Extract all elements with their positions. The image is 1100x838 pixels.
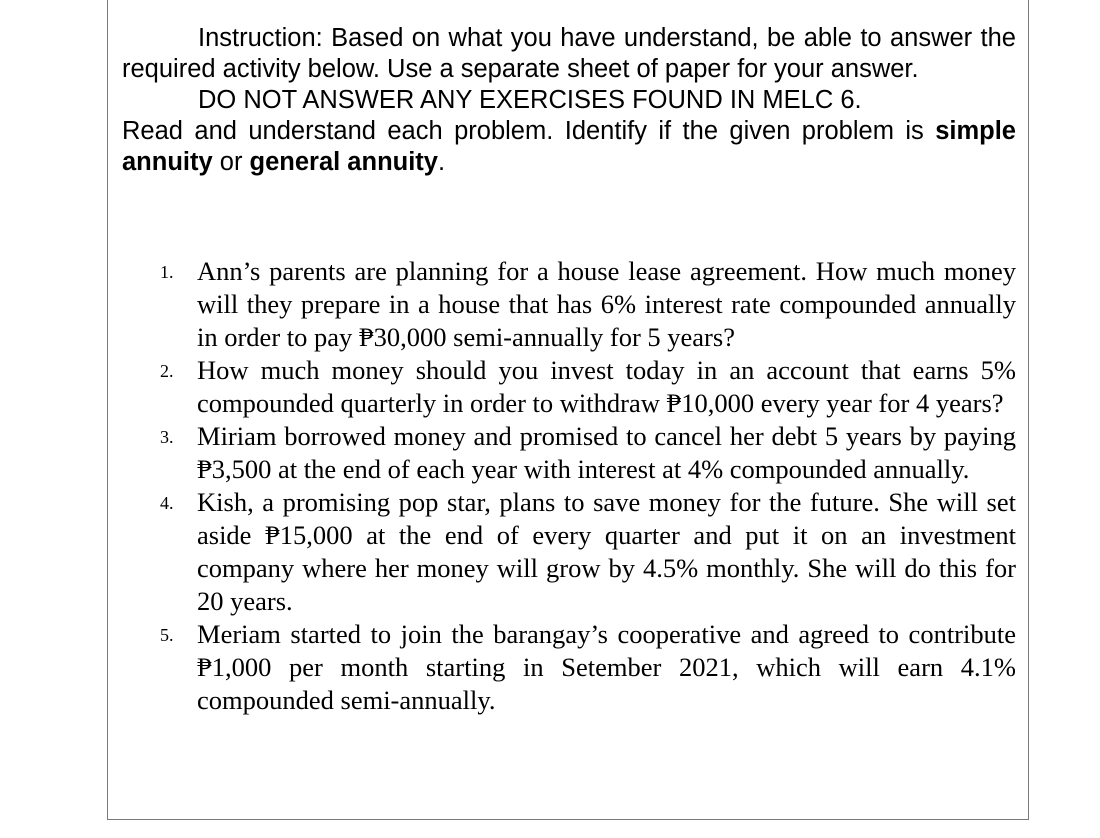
problem-number: 3. bbox=[160, 427, 174, 447]
instruction-paragraph: Instruction: Based on what you have understand, be able to answer the required activity below. Use a separate sheet of paper for your answer. bbox=[122, 24, 1016, 83]
task-period: . bbox=[437, 148, 446, 176]
problem-item bbox=[158, 486, 1016, 618]
task-paragraph bbox=[122, 116, 1016, 178]
problem-text: Miriam borrowed money and promised to cancel her debt 5 years by paying ₱3,500 at the end of each year with interest at 4% compounded annually. bbox=[197, 421, 1016, 484]
problem-number: 5. bbox=[160, 625, 174, 645]
problem-item bbox=[158, 354, 1016, 420]
problem-item bbox=[158, 420, 1016, 486]
general-annuity-term: general annuity bbox=[249, 148, 438, 176]
problem-list bbox=[158, 255, 1016, 717]
task-text: Read and understand each problem. Identify if the given problem is bbox=[122, 117, 936, 145]
problem-text: Meriam started to join the barangay’s cooperative and agreed to contribute ₱1,000 per month starting in Setember 2021, which will earn 4.1% compounded semi-annually. bbox=[197, 619, 1016, 715]
problem-number: 1. bbox=[160, 262, 174, 282]
or-text: or bbox=[212, 148, 250, 176]
problem-item bbox=[158, 255, 1016, 354]
warning-line: DO NOT ANSWER ANY EXERCISES FOUND IN MELC 6. bbox=[198, 86, 862, 114]
problem-text: Kish, a promising pop star, plans to save money for the future. She will set aside ₱15,000 at the end of every quarter and put it on an investment company where her money will grow by 4.5% monthly. She will do this for 20 years. bbox=[197, 487, 1016, 616]
problem-text: How much money should you invest today in an account that earns 5% compounded quarterly in order to withdraw ₱10,000 every year for 4 years? bbox=[197, 355, 1016, 418]
problem-number: 2. bbox=[160, 361, 174, 381]
problem-item bbox=[158, 618, 1016, 717]
problem-number: 4. bbox=[160, 493, 174, 513]
problem-text: Ann’s parents are planning for a house lease agreement. How much money will they prepare in a house that has 6% interest rate compounded annually in order to pay ₱30,000 semi-annually for 5 years? bbox=[197, 256, 1016, 352]
simple-annuity-term: simple annuity bbox=[122, 117, 1016, 176]
instructions-block bbox=[122, 23, 1016, 178]
